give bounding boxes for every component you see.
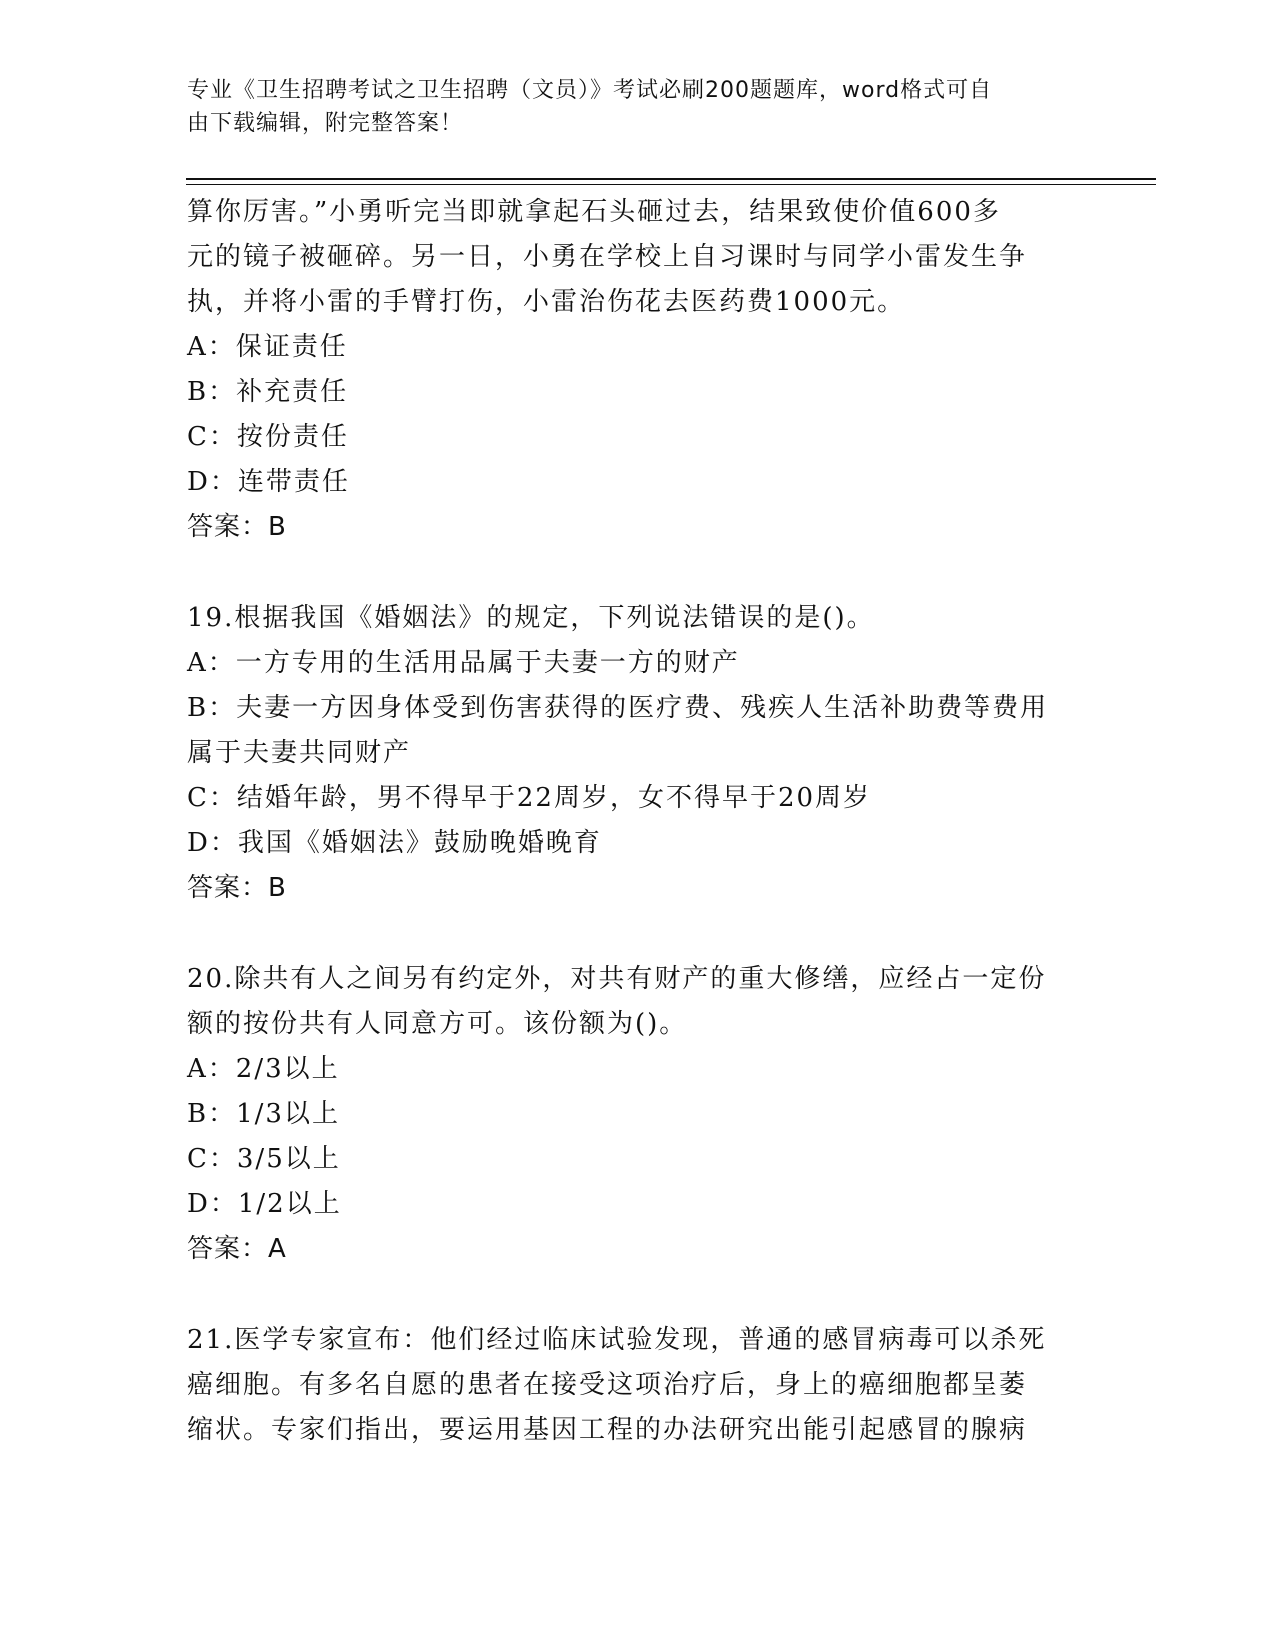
option-c: C：按份责任 [187, 422, 349, 452]
question-text-line: 19.根据我国《婚姻法》的规定，下列说法错误的是()。 [187, 603, 875, 633]
header-rule-thick [186, 178, 1156, 180]
option-a: A：保证责任 [187, 332, 348, 362]
page-header [187, 74, 1067, 140]
question-18 [187, 190, 1087, 550]
option-b: B：补充责任 [187, 377, 349, 407]
answer: 答案：B [187, 873, 287, 903]
option-a: A：2/3以上 [187, 1054, 340, 1084]
question-21 [187, 1318, 1087, 1453]
header-line-1: 专业《卫生招聘考试之卫生招聘（文员）》考试必刷200题题库，word格式可自 [187, 78, 993, 103]
header-line-2: 由下载编辑，附完整答案！ [187, 111, 464, 136]
option-d: D：1/2以上 [187, 1189, 342, 1219]
answer: 答案：A [187, 1234, 287, 1264]
option-b: B：夫妻一方因身体受到伤害获得的医疗费、残疾人生活补助费等费用 [187, 693, 1049, 723]
question-text-line: 元的镜子被砸碎。另一日，小勇在学校上自习课时与同学小雷发生争 [187, 242, 1028, 272]
question-text-line: 缩状。专家们指出，要运用基因工程的办法研究出能引起感冒的腺病 [187, 1415, 1028, 1445]
question-text-line: 算你厉害。”小勇听完当即就拿起石头砸过去，结果致使价值600多 [187, 197, 1001, 227]
option-c: C：结婚年龄，男不得早于22周岁，女不得早于20周岁 [187, 783, 872, 813]
question-text-line: 癌细胞。有多名自愿的患者在接受这项治疗后，身上的癌细胞都呈萎 [187, 1370, 1028, 1400]
document-body [187, 190, 1087, 1453]
answer: 答案：B [187, 512, 287, 542]
question-19 [187, 596, 1087, 911]
header-rule-thin [186, 184, 1156, 185]
option-d: D：我国《婚姻法》鼓励晚婚晚育 [187, 828, 602, 858]
question-text-line: 执，并将小雷的手臂打伤，小雷治伤花去医药费1000元。 [187, 287, 906, 317]
question-text-line: 额的按份共有人同意方可。该份额为()。 [187, 1009, 688, 1039]
question-20 [187, 957, 1087, 1272]
question-text-line: 21.医学专家宣布：他们经过临床试验发现，普通的感冒病毒可以杀死 [187, 1325, 1047, 1355]
question-text-line: 20.除共有人之间另有约定外，对共有财产的重大修缮，应经占一定份 [187, 964, 1047, 994]
option-d: D：连带责任 [187, 467, 350, 497]
option-a: A：一方专用的生活用品属于夫妻一方的财产 [187, 648, 740, 678]
option-b-continued: 属于夫妻共同财产 [187, 738, 412, 768]
option-c: C：3/5以上 [187, 1144, 341, 1174]
option-b: B：1/3以上 [187, 1099, 340, 1129]
